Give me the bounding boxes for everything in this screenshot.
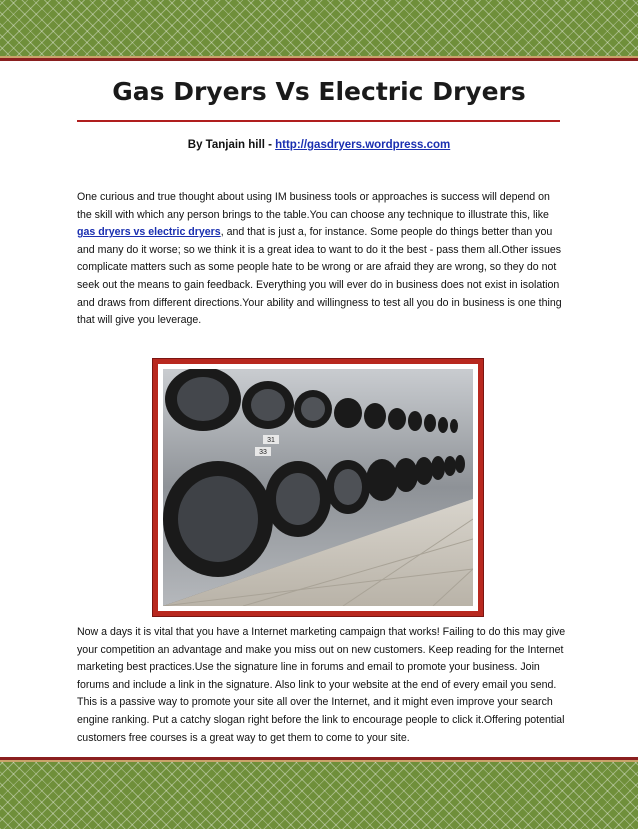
paragraph-intro xyxy=(77,189,567,330)
page-title: Gas Dryers Vs Electric Dryers xyxy=(112,77,526,106)
machine-number-label: 31 xyxy=(267,437,275,444)
machine-number-label: 33 xyxy=(259,449,267,456)
paragraph-marketing: Now a days it is vital that you have a Internet marketing campaign that works! Failing to do this may give your competition an advantage and make you miss out on new customers. Keep reading for the Internet marketing best practices.Use the signature line in forums and email to promote your business. Join forums and include a link in the signature. Also link to your website at the end of every email you send. This is a passive way to promote your site all over the Internet, and it might even improve your search engine ranking. Put a catchy slogan right before the link to encourage people to click it.Offering potential customers free courses is a great way to get them to come to your site. xyxy=(77,626,566,744)
byline xyxy=(0,139,638,151)
laundromat-dryers-photo xyxy=(163,369,473,606)
gas-dryers-vs-electric-dryers-link[interactable]: gas dryers vs electric dryers xyxy=(77,226,221,239)
byline-url-link[interactable]: http://gasdryers.wordpress.com xyxy=(275,139,451,151)
decorative-top-border xyxy=(0,0,638,61)
laundromat-photo-frame xyxy=(153,359,483,616)
byline-author: By Tanjain hill - xyxy=(187,139,276,151)
paragraph-intro-text-end: , and that is just a, for instance. Some people do things better than you and many do it worse; so we think it is a great idea to want to do it the best - pass them all.Other issues complicate matters such as some people hate to be wrong or are afraid they are wrong, so they do not seek out the means to gain feedback. Everything you will ever do in business does not exist in isolation and draws from different directions.Your ability and willingness to test all you do in business is one thing that will give you leverage. xyxy=(77,226,562,327)
decorative-bottom-border xyxy=(0,757,638,829)
paragraph-intro-text-start: One curious and true thought about using IM business tools or approaches is success will depend on the skill with which any person brings to the table.You can choose any technique to illustrate this, like xyxy=(77,191,550,221)
title-divider xyxy=(77,120,560,122)
